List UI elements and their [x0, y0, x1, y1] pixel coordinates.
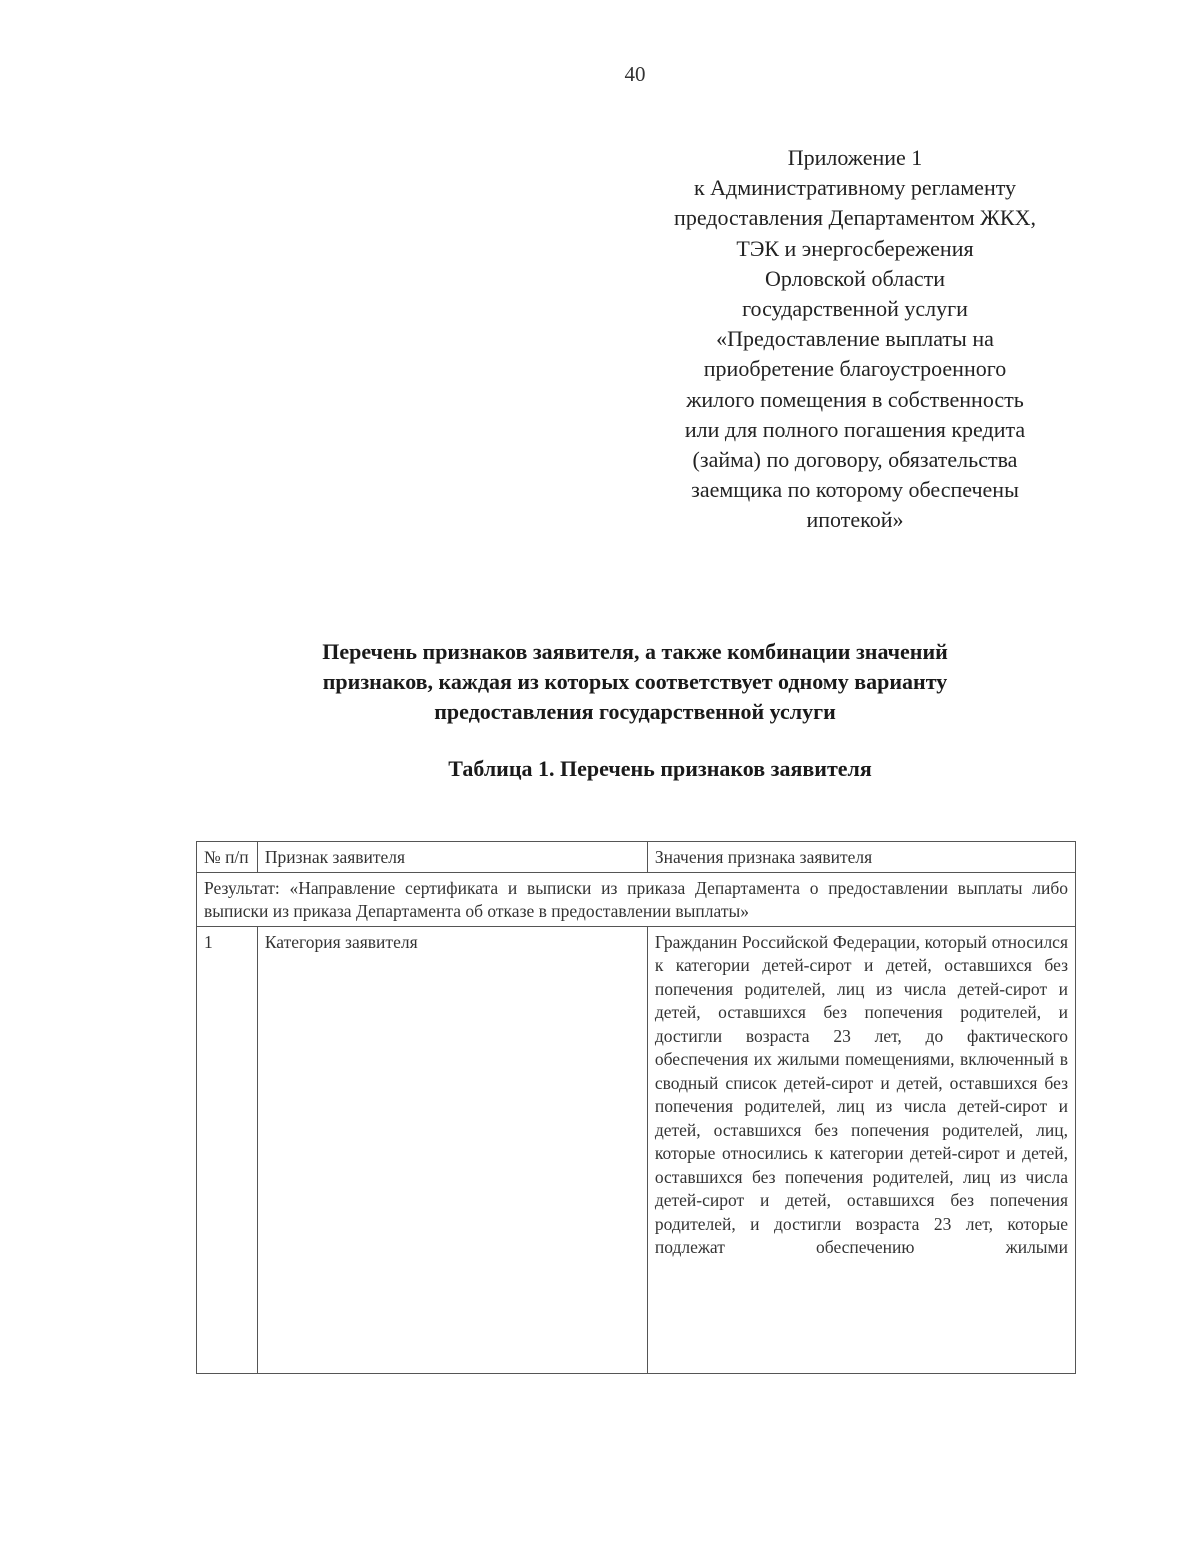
- title-line: признаков, каждая из которых соответствует одному варианту: [322, 669, 948, 694]
- appendix-block: [630, 143, 1080, 536]
- appendix-line: заемщика по которому обеспечены: [691, 477, 1019, 503]
- header-values: Значения признака заявителя: [647, 842, 1075, 873]
- appendix-line: (займа) по договору, обязательства: [692, 447, 1018, 473]
- appendix-line: ипотекой»: [806, 507, 904, 533]
- appendix-line: к Административному регламенту: [693, 175, 1017, 201]
- row-num: 1: [197, 926, 258, 1373]
- result-cell: Результат: «Направление сертификата и выписки из приказа Департамента о предоставлении выплаты либо выписки из приказа Департамента об отказе в предоставлении выплаты»: [197, 872, 1076, 926]
- table-caption: Таблица 1. Перечень признаков заявителя: [448, 756, 872, 781]
- page-number: 40: [624, 62, 646, 86]
- applicant-signs-table: [196, 841, 1076, 1374]
- appendix-line: «Предоставление выплаты на: [716, 326, 994, 352]
- table-row: [197, 926, 1076, 1373]
- appendix-line: Орловской области: [765, 265, 945, 291]
- header-num: № п/п: [197, 842, 258, 873]
- row-sign: Категория заявителя: [257, 926, 647, 1373]
- header-sign: Признак заявителя: [257, 842, 647, 873]
- appendix-line: или для полного погашения кредита: [684, 416, 1026, 442]
- document-title: [200, 637, 1070, 727]
- table-header-row: [197, 842, 1076, 873]
- row-values: Гражданин Российской Федерации, который относился к категории детей-сирот и детей, оставшихся без попечения родителей, лиц из числа детей-сирот и детей, оставшихся без попечения родителей, и достигли возраста 23 лет, до фактического обеспечения их жилыми помещениями, включенный в сводный список детей-сирот и детей, оставшихся без попечения родителей, лиц из числа детей-сирот и детей, оставшихся без попечения родителей, лиц, которые относились к категории детей-сирот и детей, оставшихся без попечения родителей, лиц из числа детей-сирот и детей, оставшихся без попечения родителей, и достигли возраста 23 лет, которые подлежат обеспечению жилыми: [647, 926, 1075, 1373]
- appendix-line: ТЭК и энергосбережения: [736, 235, 974, 261]
- table-result-row: [197, 872, 1076, 926]
- appendix-line: приобретение благоустроенного: [703, 356, 1007, 382]
- appendix-line: государственной услуги: [742, 296, 968, 322]
- appendix-line: Приложение 1: [787, 145, 923, 170]
- appendix-line: жилого помещения в собственность: [686, 386, 1024, 412]
- appendix-line: предоставления Департаментом ЖКХ,: [674, 205, 1036, 231]
- title-line: предоставления государственной услуги: [434, 699, 836, 724]
- title-line: Перечень признаков заявителя, а также комбинации значений: [322, 639, 948, 664]
